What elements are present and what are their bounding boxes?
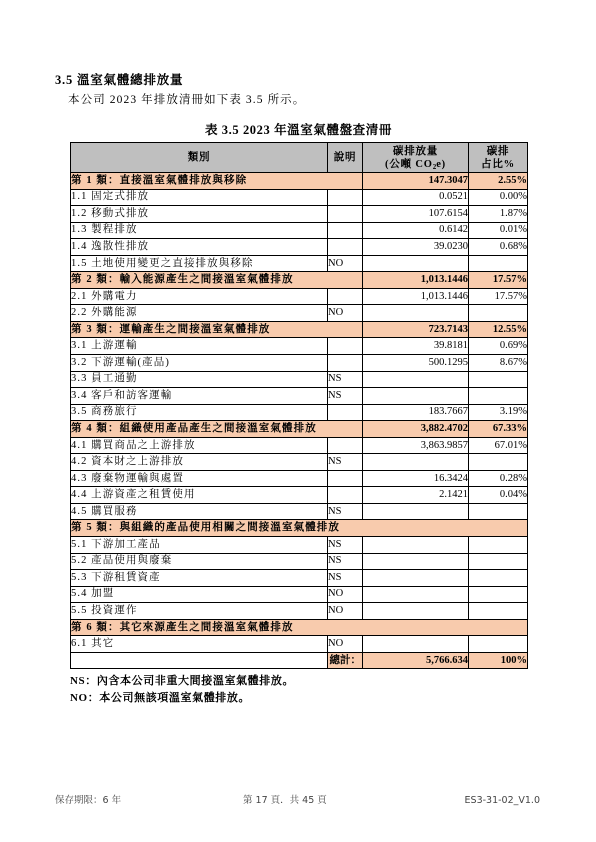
item-note — [328, 470, 363, 487]
item-label: 4.2 資本財之上游排放 — [71, 454, 328, 471]
item-row — [71, 570, 528, 587]
item-emission — [363, 454, 469, 471]
item-label: 4.5 購買服務 — [71, 503, 328, 520]
category-share: 12.55% — [469, 321, 528, 338]
item-emission — [363, 388, 469, 405]
item-row — [71, 222, 528, 239]
item-label: 1.2 移動式排放 — [71, 206, 328, 223]
table-body — [71, 173, 528, 653]
table-caption: 表 3.5 2023 年溫室氣體盤查清冊 — [204, 123, 392, 137]
header-category: 類別 — [71, 143, 328, 173]
item-row — [71, 553, 528, 570]
item-label: 1.3 製程排放 — [71, 222, 328, 239]
item-emission: 183.7667 — [363, 404, 469, 421]
category-label: 第 5 類：與組織的產品使用相關之間接溫室氣體排放 — [71, 520, 528, 537]
item-share: 0.00% — [469, 189, 528, 206]
footer-page-number: 第 17 頁．共 45 頁 — [243, 795, 327, 806]
category-row — [71, 321, 528, 338]
ghg-inventory-table — [70, 142, 528, 669]
intro-text: 本公司 2023 年排放清冊如下表 3.5 所示。 — [68, 94, 306, 106]
item-label: 1.5 土地使用變更之直接排放與移除 — [71, 255, 328, 272]
item-row — [71, 586, 528, 603]
item-share — [469, 305, 528, 322]
item-note — [328, 206, 363, 223]
item-note: NO — [328, 603, 363, 620]
item-label: 4.3 廢棄物運輸與處置 — [71, 470, 328, 487]
item-row — [71, 338, 528, 355]
item-note — [328, 404, 363, 421]
item-share: 8.67% — [469, 355, 528, 372]
category-emission: 147.3047 — [363, 173, 469, 190]
table-header-row — [71, 143, 528, 173]
item-label: 4.1 購買商品之上游排放 — [71, 437, 328, 454]
category-row — [71, 619, 528, 636]
item-share — [469, 537, 528, 554]
item-emission — [363, 586, 469, 603]
category-row — [71, 272, 528, 289]
item-label: 1.1 固定式排放 — [71, 189, 328, 206]
item-label: 2.2 外購能源 — [71, 305, 328, 322]
total-spacer — [71, 652, 328, 669]
header-share — [469, 143, 528, 173]
item-label: 5.4 加盟 — [71, 586, 328, 603]
item-share: 1.87% — [469, 206, 528, 223]
category-share: 2.55% — [469, 173, 528, 190]
item-share: 0.69% — [469, 338, 528, 355]
item-emission: 16.3424 — [363, 470, 469, 487]
item-share — [469, 454, 528, 471]
item-label: 3.1 上游運輸 — [71, 338, 328, 355]
item-label: 5.5 投資運作 — [71, 603, 328, 620]
item-emission — [363, 371, 469, 388]
item-label: 5.2 產品使用與廢棄 — [71, 553, 328, 570]
item-note — [328, 487, 363, 504]
header-emission-unit — [363, 158, 468, 171]
item-note: NO — [328, 255, 363, 272]
item-share — [469, 255, 528, 272]
item-emission — [363, 503, 469, 520]
footer-doc-id: ES3-31-02_V1.0 — [464, 795, 540, 806]
item-share — [469, 503, 528, 520]
unit-suffix: e) — [436, 158, 446, 170]
item-share: 67.01% — [469, 437, 528, 454]
item-label: 2.1 外購電力 — [71, 288, 328, 305]
item-note — [328, 338, 363, 355]
footer-retention: 保存期限：6 年 — [55, 795, 122, 806]
item-row — [71, 503, 528, 520]
category-label: 第 2 類：輸入能源產生之間接溫室氣體排放 — [71, 272, 363, 289]
item-note: NS — [328, 537, 363, 554]
item-row — [71, 470, 528, 487]
total-emission: 5,766.634 — [363, 652, 469, 669]
unit-subscript: 2 — [432, 162, 437, 171]
item-row — [71, 404, 528, 421]
category-emission: 3,882.4702 — [363, 421, 469, 438]
item-share — [469, 371, 528, 388]
item-row — [71, 206, 528, 223]
note-ns: NS：內含本公司非重大間接溫室氣體排放。 — [70, 675, 295, 687]
category-share: 17.57% — [469, 272, 528, 289]
item-row — [71, 288, 528, 305]
total-label: 總計： — [328, 652, 363, 669]
item-label: 5.1 下游加工產品 — [71, 537, 328, 554]
item-share — [469, 553, 528, 570]
item-row — [71, 355, 528, 372]
category-row — [71, 173, 528, 190]
item-emission — [363, 537, 469, 554]
item-label: 6.1 其它 — [71, 636, 328, 653]
notes-list — [70, 673, 294, 707]
item-emission: 39.8181 — [363, 338, 469, 355]
item-share — [469, 586, 528, 603]
category-row — [71, 520, 528, 537]
item-share — [469, 636, 528, 653]
item-note: NS — [328, 570, 363, 587]
note-no: NO：本公司無該項溫室氣體排放。 — [70, 692, 251, 704]
item-row — [71, 487, 528, 504]
item-label: 3.5 商務旅行 — [71, 404, 328, 421]
category-label: 第 1 類：直接溫室氣體排放與移除 — [71, 173, 363, 190]
item-share — [469, 388, 528, 405]
category-share: 67.33% — [469, 421, 528, 438]
item-emission: 3,863.9857 — [363, 437, 469, 454]
item-emission — [363, 305, 469, 322]
item-note — [328, 189, 363, 206]
header-note: 說明 — [328, 143, 363, 173]
item-label: 4.4 上游資產之租賃使用 — [71, 487, 328, 504]
item-note — [328, 288, 363, 305]
item-emission: 2.1421 — [363, 487, 469, 504]
item-note: NO — [328, 636, 363, 653]
item-note: NS — [328, 553, 363, 570]
item-note: NS — [328, 371, 363, 388]
item-share: 3.19% — [469, 404, 528, 421]
item-emission: 500.1295 — [363, 355, 469, 372]
item-note: NO — [328, 586, 363, 603]
header-share-line2: 占比% — [481, 158, 515, 170]
item-label: 3.2 下游運輸(產品) — [71, 355, 328, 372]
item-row — [71, 371, 528, 388]
item-emission: 0.6142 — [363, 222, 469, 239]
item-emission — [363, 570, 469, 587]
item-label: 3.4 客戶和訪客運輸 — [71, 388, 328, 405]
unit-prefix: (公噸 CO — [385, 158, 433, 170]
item-emission — [363, 553, 469, 570]
total-row — [71, 652, 528, 669]
item-emission — [363, 255, 469, 272]
item-share: 0.01% — [469, 222, 528, 239]
item-note — [328, 222, 363, 239]
item-emission — [363, 636, 469, 653]
item-row — [71, 388, 528, 405]
item-note: NS — [328, 388, 363, 405]
item-share: 0.28% — [469, 470, 528, 487]
item-note — [328, 239, 363, 256]
item-share: 0.04% — [469, 487, 528, 504]
item-row — [71, 636, 528, 653]
item-row — [71, 454, 528, 471]
item-row — [71, 437, 528, 454]
item-emission: 1,013.1446 — [363, 288, 469, 305]
item-note — [328, 437, 363, 454]
item-label: 5.3 下游租賃資產 — [71, 570, 328, 587]
category-label: 第 3 類：運輸產生之間接溫室氣體排放 — [71, 321, 363, 338]
total-share: 100% — [469, 652, 528, 669]
item-row — [71, 255, 528, 272]
item-row — [71, 305, 528, 322]
item-label: 1.4 逸散性排放 — [71, 239, 328, 256]
item-note: NS — [328, 503, 363, 520]
item-note — [328, 355, 363, 372]
section-heading: 3.5 溫室氣體總排放量 — [55, 73, 184, 87]
item-row — [71, 603, 528, 620]
item-share — [469, 603, 528, 620]
header-share-line1: 碳排 — [486, 145, 510, 157]
item-note: NO — [328, 305, 363, 322]
item-row — [71, 239, 528, 256]
category-label: 第 6 類：其它來源產生之間接溫室氣體排放 — [71, 619, 528, 636]
header-emission-title: 碳排放量 — [392, 145, 439, 157]
category-label: 第 4 類：組織使用產品產生之間接溫室氣體排放 — [71, 421, 363, 438]
item-emission: 39.0230 — [363, 239, 469, 256]
item-emission: 107.6154 — [363, 206, 469, 223]
item-note: NS — [328, 454, 363, 471]
item-share: 0.68% — [469, 239, 528, 256]
item-emission — [363, 603, 469, 620]
item-row — [71, 537, 528, 554]
table-total-body — [71, 652, 528, 669]
item-label: 3.3 員工通勤 — [71, 371, 328, 388]
item-emission: 0.0521 — [363, 189, 469, 206]
category-emission: 1,013.1446 — [363, 272, 469, 289]
category-emission: 723.7143 — [363, 321, 469, 338]
category-row — [71, 421, 528, 438]
header-emission — [363, 143, 469, 173]
item-row — [71, 189, 528, 206]
item-share — [469, 570, 528, 587]
item-share: 17.57% — [469, 288, 528, 305]
